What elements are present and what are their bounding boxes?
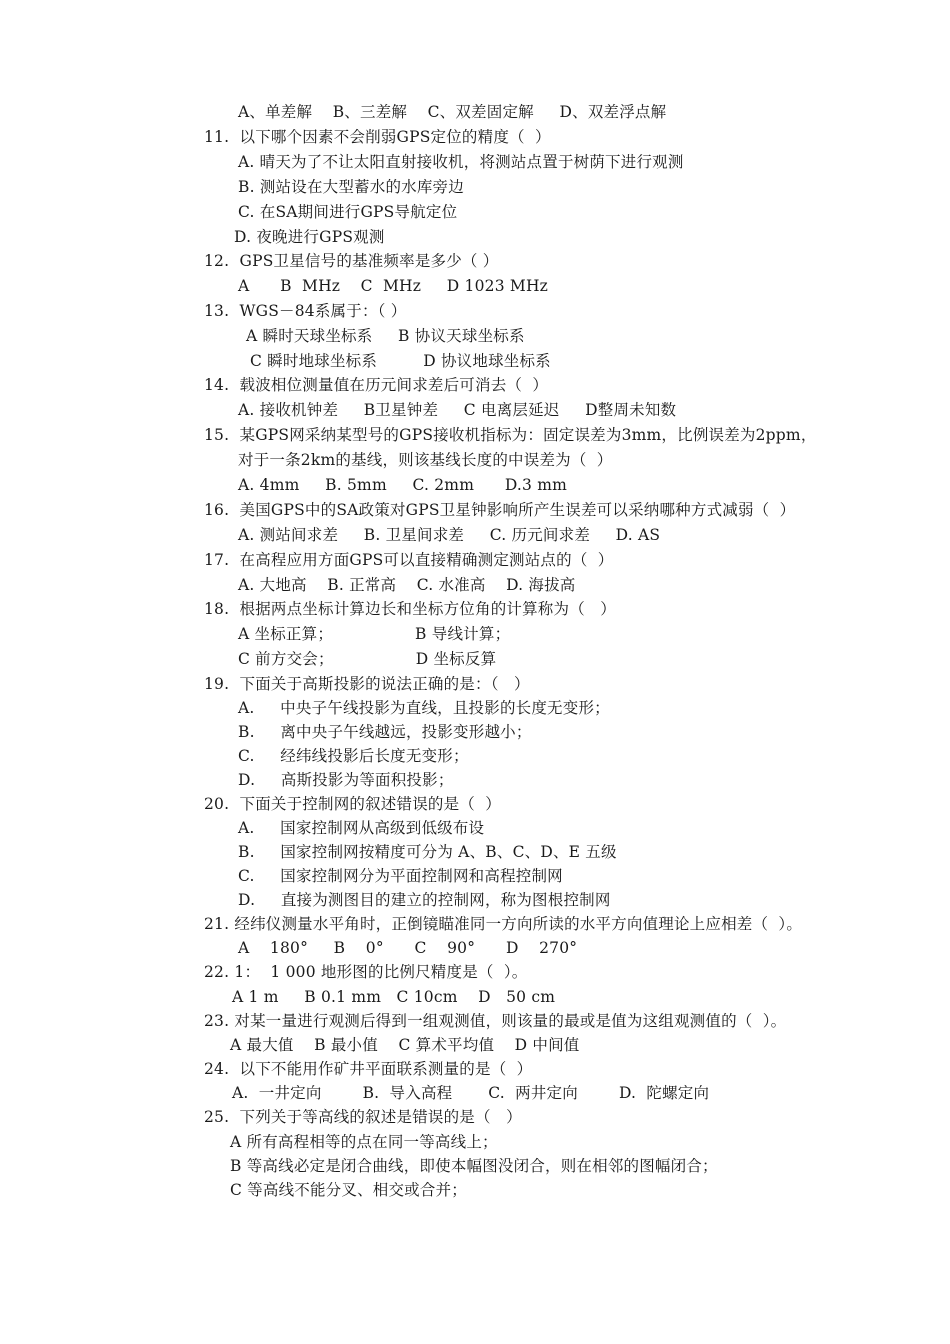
question-13: 13. WGS－84系属于：（ ）	[204, 302, 407, 320]
options-13-row1: A 瞬时天球坐标系 B 协议天球坐标系	[246, 327, 525, 345]
question-17: 17. 在高程应用方面GPS可以直接精确测定测站点的（ ）	[204, 551, 614, 569]
options-18-row1: A 坐标正算； B 导线计算；	[238, 625, 511, 643]
options-12: A B MHz C MHz D 1023 MHz	[238, 277, 549, 295]
question-23: 23. 对某一量进行观测后得到一组观测值，则该量的最或是值为这组观测值的（ ）。	[204, 1012, 787, 1030]
options-13-row2: C 瞬时地球坐标系 D 协议地球坐标系	[250, 352, 551, 370]
option-20a: A. 国家控制网从高级到低级布设	[238, 819, 485, 837]
question-16: 16. 美国GPS中的SA政策对GPS卫星钟影响所产生误差可以采纳哪种方式减弱（ ）	[204, 501, 796, 519]
question-24: 24. 以下不能用作矿井平面联系测量的是（ ）	[204, 1060, 533, 1078]
option-19a: A. 中央子午线投影为直线，且投影的长度无变形；	[238, 699, 610, 717]
options-24: A. 一井定向 B. 导入高程 C. 两井定向 D. 陀螺定向	[232, 1084, 710, 1102]
option-25a: A 所有高程相等的点在同一等高线上；	[230, 1133, 498, 1151]
options-16: A. 测站间求差 B. 卫星间求差 C. 历元间求差 D. AS	[238, 526, 661, 544]
options-22: A 1 m B 0.1 mm C 10cm D 50 cm	[232, 988, 556, 1006]
option-20c: C. 国家控制网分为平面控制网和高程控制网	[238, 867, 563, 885]
option-19b: B. 离中央子午线越远，投影变形越小；	[238, 723, 532, 741]
options-23: A 最大值 B 最小值 C 算术平均值 D 中间值	[230, 1036, 580, 1054]
question-14: 14. 载波相位测量值在历元间求差后可消去（ ）	[204, 376, 549, 394]
option-19c: C. 经纬线投影后长度无变形；	[238, 747, 469, 765]
question-22: 22. 1： 1 000 地形图的比例尺精度是（ ）。	[204, 963, 528, 981]
options-17: A. 大地高 B. 正常高 C. 水准高 D. 海拔高	[238, 576, 576, 594]
question-18: 18. 根据两点坐标计算边长和坐标方位角的计算称为（ ）	[204, 600, 616, 618]
option-19d: D. 高斯投影为等面积投影；	[238, 771, 454, 789]
options-21: A 180° B 0° C 90° D 270°	[238, 939, 578, 957]
option-11d: D. 夜晚进行GPS观测	[234, 228, 385, 246]
option-20d: D. 直接为测图目的建立的控制网，称为图根控制网	[238, 891, 611, 909]
option-25c: C 等高线不能分叉、相交或合并；	[230, 1181, 467, 1199]
question-12: 12. GPS卫星信号的基准频率是多少（ ）	[204, 252, 499, 270]
question-25: 25. 下列关于等高线的叙述是错误的是（ ）	[204, 1108, 522, 1126]
question-15: 15. 某GPS网采纳某型号的GPS接收机指标为：固定误差为3mm，比例误差为2ppm，	[204, 426, 817, 444]
option-11c: C. 在SA期间进行GPS导航定位	[238, 203, 458, 221]
answer-options-q10: A、单差解 B、三差解 C、双差固定解 D、双差浮点解	[238, 103, 667, 121]
options-14: A. 接收机钟差 B卫星钟差 C 电离层延迟 D整周未知数	[238, 401, 677, 419]
option-20b: B. 国家控制网按精度可分为 A、B、C、D、E 五级	[238, 843, 617, 861]
option-25b: B 等高线必定是闭合曲线，即使本幅图没闭合，则在相邻的图幅闭合；	[230, 1157, 718, 1175]
question-11: 11. 以下哪个因素不会削弱GPS定位的精度（ ）	[204, 128, 551, 146]
question-20: 20. 下面关于控制网的叙述错误的是（ ）	[204, 795, 501, 813]
options-15: A. 4mm B. 5mm C. 2mm D.3 mm	[238, 476, 568, 494]
option-11b: B. 测站设在大型蓄水的水库旁边	[238, 178, 464, 196]
question-15-cont: 对于一条2km的基线，则该基线长度的中误差为（ ）	[238, 451, 613, 469]
options-18-row2: C 前方交会； D 坐标反算	[238, 650, 497, 668]
question-21: 21. 经纬仪测量水平角时，正倒镜瞄准同一方向所读的水平方向值理论上应相差（ ）。	[204, 915, 803, 933]
question-19: 19. 下面关于高斯投影的说法正确的是：（ ）	[204, 675, 530, 693]
option-11a: A. 晴天为了不让太阳直射接收机，将测站点置于树荫下进行观测	[238, 153, 684, 171]
